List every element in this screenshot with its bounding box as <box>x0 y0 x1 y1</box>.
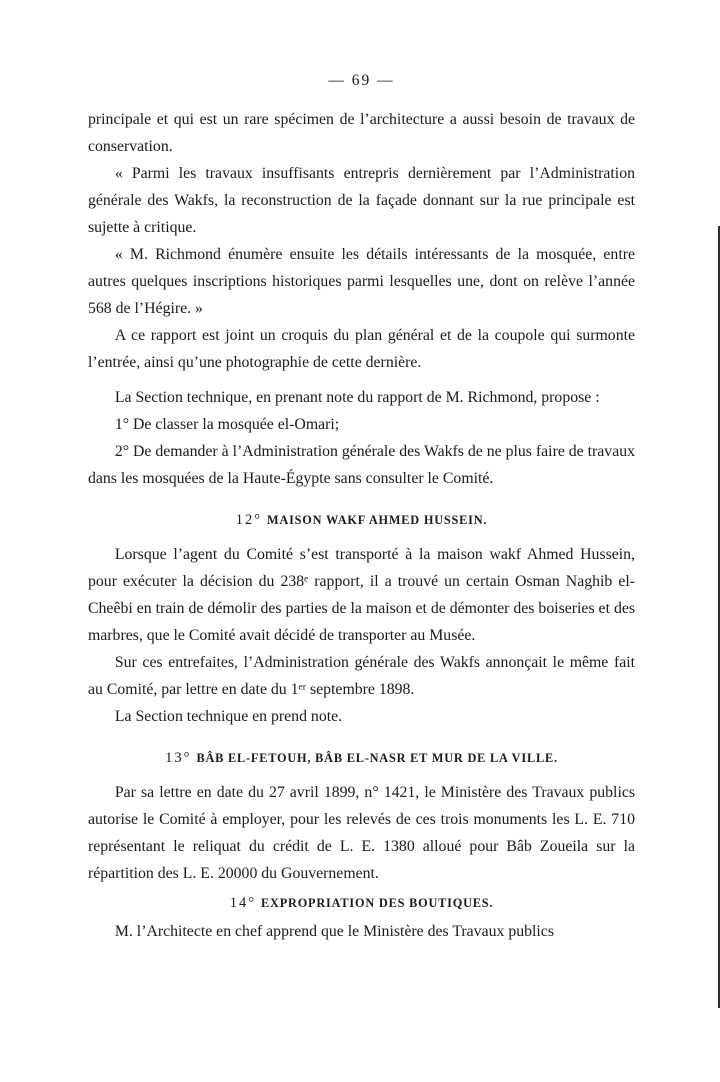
paragraph-quote-wakfs: « Parmi les travaux insuffisants entrepris dernièrement par l’Administration générale des Wakfs, la reconstruction de la façade donnant sur la rue principale est sujette à critique. <box>88 165 635 236</box>
section-heading-13 <box>88 750 635 767</box>
section-number-14: 14° <box>229 895 257 911</box>
page-number: — 69 — <box>328 72 395 89</box>
paragraph-maison-wakf: Lorsque l’agent du Comité s’est transporté à la maison wakf Ahmed Hussein, pour exécuter la décision du 238ᵉ rapport, il a trouvé un certain Osman Naghib el-Cheêbi en train de démolir des parties de la maison et de démonter des boiseries et des marbres, que le Comité avait décidé de transporter au Musée. <box>88 546 635 644</box>
section-heading-14 <box>88 895 635 912</box>
list-item-1: 1° De classer la mosquée el-Omari; <box>114 416 340 433</box>
section-number-13: 13° <box>165 750 192 766</box>
paragraph-prend-note: La Section technique en prend note. <box>114 708 343 725</box>
list-item-2: 2° De demander à l’Administration générale des Wakfs de ne plus faire de travaux dans les mosquées de la Haute-Égypte sans consulter le Comité. <box>88 443 636 487</box>
paragraph-quote-richmond: « M. Richmond énumère ensuite les détails intéressants de la mosquée, entre autres quelques inscriptions historiques parmi lesquelles une, dont on relève l’année 568 de l’Hégire. » <box>88 246 635 317</box>
paragraph-rapport-croquis: A ce rapport est joint un croquis du plan général et de la coupole qui surmonte l’entrée, ainsi qu’une photographie de cette dernière. <box>88 327 635 371</box>
section-title-13: BÂB EL-FETOUH, BÂB EL-NASR ET MUR DE LA VILLE. <box>196 751 558 765</box>
section-number-12: 12° <box>235 512 262 528</box>
section-title-14: EXPROPRIATION DES BOUTIQUES. <box>261 896 494 910</box>
paragraph-architecte-chef: M. l’Architecte en chef apprend que le Ministère des Travaux publics <box>114 923 554 940</box>
paragraph-entrefaites: Sur ces entrefaites, l’Administration générale des Wakfs annonçait le même fait au Comité, par lettre en date du 1ᵉʳ septembre 1898. <box>88 654 635 698</box>
section-title-12: MAISON WAKF AHMED HUSSEIN. <box>267 513 488 527</box>
paragraph-lettre-ministere: Par sa lettre en date du 27 avril 1899, n° 1421, le Ministère des Travaux publics autorise le Comité à employer, pour les relevés de ces trois monuments les L. E. 710 représentant le reliquat du crédit de L. E. 1380 alloué pour Bâb Zoueila sur la répartition des L. E. 20000 du Gouvernement. <box>88 784 635 882</box>
paragraph-continuation: principale et qui est un rare spécimen de l’architecture a aussi besoin de travaux de conservation. <box>88 111 635 155</box>
section-heading-12 <box>88 512 635 529</box>
paragraph-section-technique-propose: La Section technique, en prenant note du rapport de M. Richmond, propose : <box>114 389 600 406</box>
